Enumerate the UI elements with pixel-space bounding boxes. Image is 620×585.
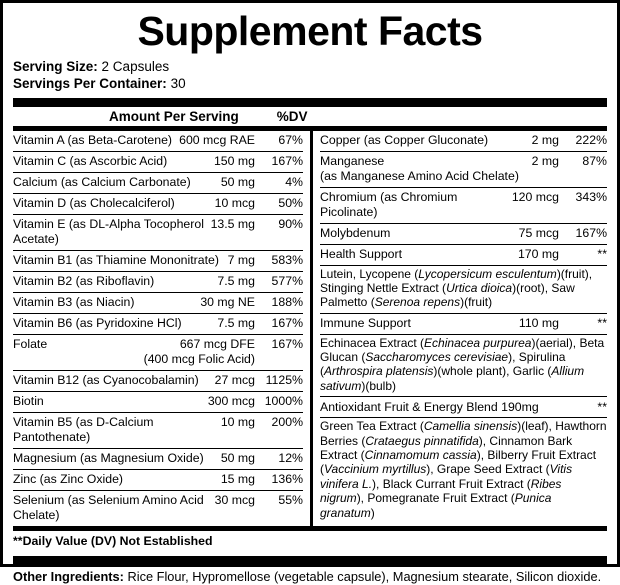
table-row xyxy=(13,314,303,335)
nutrient-name: Folate xyxy=(13,337,48,352)
nutrient-dv: 50% xyxy=(278,196,303,211)
nutrient-dv: 1125% xyxy=(265,373,303,388)
nutrient-amount: 15 mg xyxy=(220,472,255,487)
nutrient-name: Vitamin B1 (as Thiamine Mononitrate) xyxy=(13,253,219,268)
nutrient-name: Biotin xyxy=(13,394,44,409)
nutrient-name: Vitamin B2 (as Riboflavin) xyxy=(13,274,155,289)
daily-value-footnote: **Daily Value (DV) Not Established xyxy=(13,533,213,548)
table-row xyxy=(320,314,607,335)
header-amount-per-serving: Amount Per Serving xyxy=(109,108,239,124)
nutrient-dv: 222% xyxy=(575,133,607,148)
table-row xyxy=(320,131,607,152)
nutrient-amount xyxy=(144,337,261,367)
servings-per-container-label: Servings Per Container: xyxy=(13,76,167,92)
nutrient-amount: 2 mg xyxy=(531,154,559,169)
nutrient-dv: 1000% xyxy=(264,394,303,409)
nutrient-dv: 67% xyxy=(278,133,303,148)
nutrient-amount: 300 mcg xyxy=(207,394,255,409)
nutrient-dv: 583% xyxy=(271,253,303,268)
table-row xyxy=(13,152,303,173)
nutrient-name-secondary: (as Manganese Amino Acid Chelate) xyxy=(320,169,519,184)
table-row xyxy=(13,491,303,526)
nutrient-dv: ** xyxy=(597,399,607,414)
table-row xyxy=(320,245,607,266)
nutrient-dv: 4% xyxy=(285,175,303,190)
nutrient-dv: 55% xyxy=(278,493,303,508)
divider-thick-top xyxy=(13,98,607,107)
nutrient-amount: 7.5 mg xyxy=(217,316,255,331)
nutrient-dv: 577% xyxy=(271,274,303,289)
nutrient-name: Zinc (as Zinc Oxide) xyxy=(13,472,124,487)
table-row xyxy=(13,449,303,470)
table-row xyxy=(13,173,303,194)
nutrient-dv: 167% xyxy=(271,316,303,331)
table-row xyxy=(13,371,303,392)
nutrient-name: Copper (as Copper Gluconate) xyxy=(320,133,489,148)
table-row xyxy=(13,251,303,272)
nutrient-dv: 90% xyxy=(278,217,303,232)
nutrient-column-left xyxy=(13,131,310,526)
table-row xyxy=(13,131,303,152)
table-row xyxy=(320,397,607,418)
nutrient-amount: 27 mcg xyxy=(214,373,255,388)
nutrient-dv: 167% xyxy=(271,337,303,352)
header-percent-dv: %DV xyxy=(276,108,308,124)
nutrient-dv: ** xyxy=(597,247,607,262)
nutrient-dv: 12% xyxy=(278,451,303,466)
nutrient-name: Vitamin A (as Beta-Carotene) xyxy=(13,133,173,148)
nutrient-dv: 343% xyxy=(575,190,607,205)
table-row xyxy=(13,194,303,215)
table-row xyxy=(320,224,607,245)
nutrient-dv: 136% xyxy=(271,472,303,487)
table-row xyxy=(13,215,303,251)
serving-size-line xyxy=(13,58,607,75)
nutrient-amount: 600 mcg RAE xyxy=(179,133,255,148)
nutrient-amount-primary: 667 mcg DFE xyxy=(179,337,255,352)
nutrient-name: Chromium (as Chromium Picolinate) xyxy=(320,190,458,220)
blend-description: Echinacea Extract (Echinacea purpurea)(aerial), Beta Glucan (Saccharomyces cerevisiae), Spirulina (Arthrospira platensis)(whole plant), Garlic (Allium sativum)(bulb) xyxy=(320,335,607,398)
nutrient-amount: 50 mg xyxy=(220,451,255,466)
nutrient-amount-secondary: (400 mcg Folic Acid) xyxy=(143,352,255,367)
nutrient-name: Vitamin B3 (as Niacin) xyxy=(13,295,135,310)
nutrient-amount: 10 mg xyxy=(220,415,255,430)
blend-description: Lutein, Lycopene (Lycopersicum esculentum)(fruit), Stinging Nettle Extract (Urtica dioica)(root), Saw Palmetto (Serenoa repens)(fruit) xyxy=(320,266,607,314)
nutrient-name: Selenium (as Selenium Amino Acid Chelate) xyxy=(13,493,204,523)
table-row xyxy=(320,152,607,188)
nutrient-amount: 13.5 mg xyxy=(210,217,255,232)
nutrient-dv: 200% xyxy=(271,415,303,430)
nutrient-amount: 110 mg xyxy=(518,316,559,331)
nutrient-amount: 150 mg xyxy=(213,154,255,169)
table-row xyxy=(13,470,303,491)
table-row xyxy=(13,272,303,293)
page-title: Supplement Facts xyxy=(137,8,483,54)
nutrient-name: Immune Support xyxy=(320,316,411,331)
nutrient-amount: 120 mcg xyxy=(511,190,559,205)
table-row xyxy=(13,293,303,314)
nutrient-name: Health Support xyxy=(320,247,403,262)
nutrient-dv: 167% xyxy=(575,226,607,241)
nutrient-amount: 7.5 mg xyxy=(217,274,255,289)
servings-per-container-line xyxy=(13,75,607,92)
nutrient-amount: 30 mcg xyxy=(214,493,255,508)
nutrient-name: Vitamin D (as Cholecalciferol) xyxy=(13,196,175,211)
nutrient-name: Vitamin C (as Ascorbic Acid) xyxy=(13,154,168,169)
nutrient-amount: 30 mg NE xyxy=(200,295,255,310)
nutrient-name: Vitamin B5 (as D-Calcium Pantothenate) xyxy=(13,415,154,445)
nutrient-amount: 10 mcg xyxy=(214,196,255,211)
nutrient-dv: 167% xyxy=(271,154,303,169)
nutrient-amount: 170 mg xyxy=(517,247,559,262)
nutrient-name xyxy=(320,154,532,184)
serving-size-label: Serving Size: xyxy=(13,59,98,74)
nutrient-name: Vitamin B12 (as Cyanocobalamin) xyxy=(13,373,199,388)
table-row xyxy=(320,188,607,224)
servings-per-container-value: 30 xyxy=(170,76,186,92)
other-ingredients-value: Rice Flour, Hypromellose (vegetable capsule), Magnesium stearate, Silicon dioxide. xyxy=(127,568,602,584)
nutrient-name: Magnesium (as Magnesium Oxide) xyxy=(13,451,204,466)
divider-thick-bottom xyxy=(13,556,607,565)
nutrient-name-primary: Manganese xyxy=(320,154,385,169)
nutrient-dv: ** xyxy=(597,316,607,331)
column-headers xyxy=(13,107,607,126)
nutrient-columns xyxy=(13,131,607,526)
other-ingredients-label: Other Ingredients: xyxy=(13,568,124,584)
nutrient-dv: 188% xyxy=(271,295,303,310)
blend-description: Green Tea Extract (Camellia sinensis)(leaf), Hawthorn Berries (Crataegus pinnatifida), Cinnamon Bark Extract (Cinnamomum cassia), Bilberry Fruit Extract (Vaccinium myrtillus), Grape Seed Extract (Vitis vinifera L.), Black Currant Fruit Extract (Ribes nigrum), Pomegranate Fruit Extract (Punica granatum) xyxy=(320,419,607,520)
nutrient-name: Vitamin B6 (as Pyridoxine HCl) xyxy=(13,316,182,331)
nutrient-amount: 7 mg xyxy=(227,253,255,268)
nutrient-amount: 75 mcg xyxy=(518,226,559,241)
nutrient-dv: 87% xyxy=(582,154,607,169)
table-row xyxy=(13,335,303,371)
nutrient-name: Molybdenum xyxy=(320,226,391,241)
nutrient-name: Antioxidant Fruit & Energy Blend 190mg xyxy=(320,399,539,414)
table-row xyxy=(13,392,303,413)
nutrient-name: Vitamin E (as DL-Alpha Tocopherol Acetate) xyxy=(13,217,204,247)
nutrient-amount: 50 mg xyxy=(220,175,255,190)
nutrient-column-right xyxy=(310,131,607,526)
other-ingredients xyxy=(13,565,607,585)
nutrient-amount: 2 mg xyxy=(531,133,559,148)
table-row xyxy=(13,413,303,449)
serving-size-value: 2 Capsules xyxy=(101,59,170,74)
nutrient-name: Calcium (as Calcium Carbonate) xyxy=(13,175,191,190)
